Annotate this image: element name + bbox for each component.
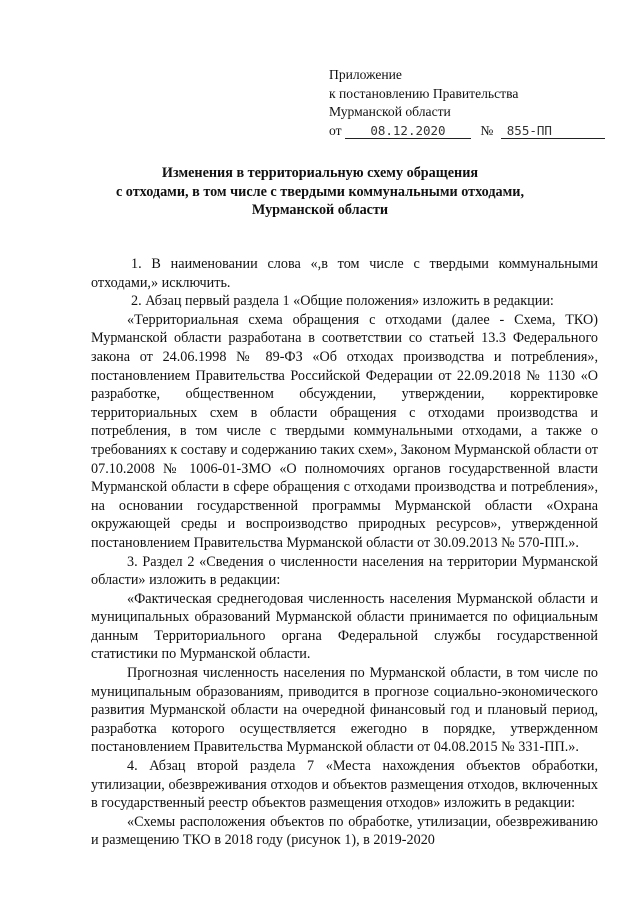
date-prefix: от bbox=[329, 122, 342, 138]
resolution-reference: к постановлению Правительства bbox=[329, 85, 519, 101]
title-line-1: Изменения в территориальную схему обращения bbox=[161, 165, 479, 181]
number-label: № bbox=[480, 122, 494, 138]
paragraph-quote-general: «Территориальная схема обращения с отходами (далее - Схема, ТКО) Мурманской области разработана в соответствии со статьей 13.3 Федерального закона от 24.06.1998 № 89-ФЗ «Об отходах производства и потребления», постановлением Правительства Российской Федерации от 22.09.2018 № 1130 «О разработке, общественном обсуждении, утверждении, корректировке территориальных схем в области обращения с отходами производства и потребления, в том числе с твердыми коммунальными отходами, а также о требованиях к составу и содержанию таких схем», Законом Мурманской области от 07.10.2008 № 1006-01-ЗМО «О полномочиях органов государственной власти Мурманской области в сфере обращения с отходами производства и потребления», на основании государственной программы Мурманской области «Охрана окружающей среды и воспроизводство природных ресурсов», утвержденной постановлением Правительства Мурманской области от 30.09.2013 № 570-ПП.». bbox=[91, 311, 598, 551]
paragraph-quote-population: «Фактическая среднегодовая численность населения Мурманской области и муниципальных образований Мурманской области принимается по официальным данным Территориального органа Федеральной службы государственной статистики по Мурманской области. bbox=[91, 590, 598, 663]
number-field: 855-ПП bbox=[501, 124, 605, 139]
paragraph-item-1: 1. В наименовании слова «,в том числе с твердыми коммунальными отходами,» исключить. bbox=[91, 256, 598, 291]
document-title bbox=[70, 164, 570, 220]
appendix-label: Приложение bbox=[329, 67, 402, 82]
paragraph-forecast: Прогнозная численность населения по Мурманской области, в том числе по муниципальным образованиям, приводится в прогнозе социально-экономического развития Мурманской области на очередной финансовый год и плановый период, разработка которого осуществляется ежегодно в порядке, утвержденном постановлением Правительства Мурманской области от 04.08.2015 № 331-ПП.». bbox=[91, 665, 598, 756]
date-field: 08.12.2020 bbox=[345, 124, 471, 139]
approval-block bbox=[329, 66, 619, 141]
title-line-2: с отходами, в том числе с твердыми коммунальными отходами, bbox=[115, 183, 525, 200]
document-body bbox=[91, 255, 598, 850]
paragraph-item-4: 4. Абзац второй раздела 7 «Места нахождения объектов обработки, утилизации, обезвреживания отходов и объектов размещения отходов, включенных в государственный реестр объектов размещения отходов» изложить в редакции: bbox=[91, 758, 598, 812]
paragraph-item-3: 3. Раздел 2 «Сведения о численности населения на территории Мурманской области» изложить в редакции: bbox=[91, 553, 598, 589]
paragraph-item-2: 2. Абзац первый раздела 1 «Общие положения» изложить в редакции: bbox=[131, 293, 554, 310]
title-line-3: Мурманской области bbox=[251, 202, 389, 218]
date-number-row bbox=[329, 122, 619, 141]
region-name: Мурманской области bbox=[329, 104, 451, 119]
paragraph-quote-schemes: «Схемы расположения объектов по обработке, утилизации, обезвреживанию и размещению ТКО в 2018 году (рисунок 1), в 2019-2020 bbox=[91, 813, 598, 849]
